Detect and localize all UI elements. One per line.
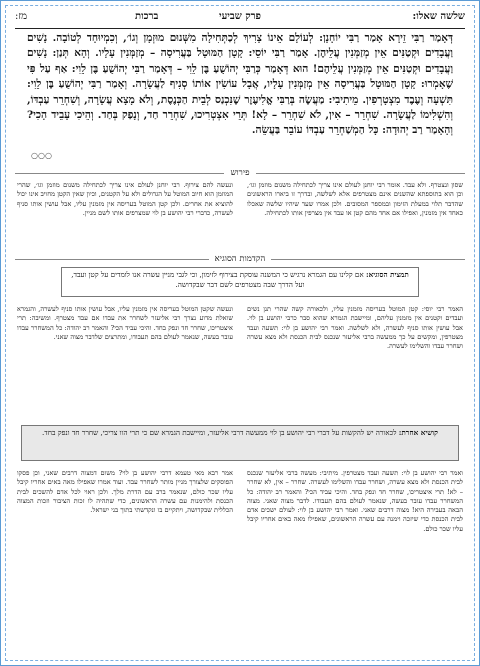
intro-box-label: תמצית הסוגיא: (366, 270, 409, 279)
intro-box-text: אם קלינו עם הגמרא נרגיש כי המשנה עוסקת בצירוף לזימון, וכי לגבי מניין עשרה אנו לומדים על קטן ועבד, ועל הדרך שבה מצטרפים לשם דבר שבקדושה. (71, 270, 364, 289)
header-tractate: ברכות (135, 11, 159, 22)
commentary-right-column: שסון ונצטרף. ולא עבד. אומר רבי יוחנן לעולם אינו צריך לכתחילה משנום מוזמן וגו׳, וכן הוא בתוספתא שהשנים אינם מצטרפים אלא לשלשה, ובדרך זו ביארו הראשונים שהדבר תלוי במעלת הזימון ובמספר המסובים. ולכן אמרו שעד שיהיו שלשה שאכלו כאחד אין מזמנין, ואפילו אם אחד מהם קטן או עבד אין מצרפין אותו לכתחילה. (247, 181, 463, 217)
commentary-title: פירוש (15, 167, 465, 179)
note-box (21, 425, 459, 461)
mishnah-text: דְּאָמַר רַבִּי זֵירָא אָמַר רַבִּי יוֹחָנָן: לְעוֹלָם אֵינוֹ צָרִיךְ לְכַתְּחִילָה מִשְּׁנוּם מוּזְמָן וְגוֹ׳, וְכִמְיוּחָד לְטוֹבָה. נָשִׁים וַעֲבָדִים וּקְטַנִּים אֵין מְזַמְּנִין עֲלֵיהֶן. אָמַר רַבִּי יוֹסֵי: קָטָן הַמּוּטָל בַּעֲרִיסָה – מְזַמְּנִין עָלָיו. וְהָא תְּנַן: נָשִׁים וַעֲבָדִים וּקְטַנִּים אֵין מְזַמְּנִין עֲלֵיהֶם! הוּא דְּאָמַר כְּרַבִּי יְהוֹשֻׁעַ בֶּן לֵוִי – דְּאָמַר רַבִּי יְהוֹשֻׁעַ בֶּן לֵוִי: אַף עַל פִּי שֶׁאָמְרוּ: קָטָן הַמּוּטָל בַּעֲרִיסָה אֵין מְזַמְּנִין עָלָיו, אֲבָל עוֹשִׂין אוֹתוֹ סְנִיף לַעֲשָׂרָה. וְאָמַר רַבִּי יְהוֹשֻׁעַ בֶּן לֵוִי: תִּשְׁעָה וְעֶבֶד מִצְטָרְפִין. מֵיתִיבִי: מַעֲשֶׂה בְּרַבִּי אֱלִיעֶזֶר שֶׁנִּכְנַס לְבֵית הַכְּנֶסֶת, וְלֹא מָצָא עֲשָׂרָה, וְשִׁחְרֵר עַבְדּוֹ, וְהִשְׁלִימוֹ לַעֲשָׂרָה. שִׁחְרֵר – אִין, לֹא שִׁחְרֵר – לָא! תְּרֵי אִצְטְרִיכוּ, שִׁחְרֵר חַד, וְנָפַק בְּחַד. וְהֵיכִי עָבֵיד הָכִי? וְהָאָמַר רַב יְהוּדָה: כָּל הַמְשַׁחְרֵר עַבְדּוֹ עוֹבֵר בַּעֲשֵׂה. (27, 32, 453, 137)
note-box-text: לכאורה יש להקשות על דברי רבי יהושע בן לוי ממעשה דרבי אליעזר, ומיישבת הגמרא שם כי תרי הוו צריכי, שחרר חד ונפק בחד. (42, 428, 397, 437)
bottom-left-column: אמר רבא מאי טעמא דרבי יהושע בן לוי? משום דמצוה דרבים שאני, וכן פסקו הפוסקים שלצורך מניין מותר לשחרר עבד. ועוד אמרו שאפילו מאה באים אחריו קיבל עליו שכר כולם, שנאמר ברב עם הדרת מלך. ולכן ראוי לכל אדם להשכים לבית הכנסת ולהימנות עם עשרה הראשונים, כדי שתהיה לו זכות הציבור וזכות המצוה הכללית שבקדושה, ויתקיים בו ונקדשתי בתוך בני ישראל. (17, 469, 233, 515)
section-marker: ○○○ (31, 151, 52, 160)
page-header (15, 11, 465, 27)
commentary-left-column: ונעשה להם צירוף. רבי יוחנן לעולם אינו צריך לכתחילה משנום מוזמן וגו׳, שהרי המוזמן הוא חיוב המוטל על הגדולים ולא על הקטנים, וכיון שאין הקטן מחויב אינו יכול להוציא את אחרים. ולכן קטן המוטל בעריסה אין מזמנין עליו, אבל עושין אותו סניף לעשרה, כדברי רבי יהושע בן לוי שמצרפים אותו לשם מניין. (17, 181, 233, 217)
bottom-right-column: ואמר רבי יהושע בן לוי: תשעה ועבד מצטרפין. מיתיבי: מעשה ברבי אליעזר שנכנס לבית הכנסת ולא מצא עשרה, ושחרר עבדו והשלימו לעשרה. שחרר – אין, לא שחרר – לא! תרי איצטריכו, שחרר חד ונפק בחד. והיכי עביד הכי? והאמר רב יהודה: כל המשחרר עבדו עובר בעשה, שנאמר לעולם בהם תעבודו. לדבר מצוה שאני. מצוה הבאה בעבירה היא! מצוה דרבים שאני. ואמר רבי יהושע בן לוי: לעולם ישכים אדם לבית הכנסת כדי שיזכה וימנה עם עשרה הראשונים, שאפילו מאה באים אחריו קיבל עליו שכר כולם. (247, 469, 463, 533)
header-title: שלשה שאלו: (412, 11, 465, 22)
clarifications-title: הקדמות הסוגיא (15, 253, 465, 265)
intro-box (61, 267, 419, 297)
header-chapter: פרק שביעי (219, 11, 261, 22)
clarification-left-column: ונעשה שקטן המוטל בעריסה אין מזמנין עליו, אבל עושין אותו סניף לעשרה, והגמרא שואלת מדוע נצרך רבי אליעזר לשחרר את עבדו אם עבד מצטרף. ומשיבה: תרי איצטריכו, שחרר חד ונפק בחד. והיכי עביד הכי? והאמר רב יהודה: כל המשחרר עבדו עובר בעשה, שנאמר לעולם בהם תעבודו, ומתרצים שלדבר מצוה שאני. (17, 305, 233, 341)
page-number: מז: (15, 11, 28, 22)
header-rule (15, 28, 465, 29)
note-box-label: קושיא אחרת: (398, 428, 438, 437)
clarification-right-column: האמר רבי יוסי: קטן המוטל בעריסה מזמנין עליו, ולכאורה קשה שהרי תנן נשים ועבדים וקטנים אין מזמנין עליהם, ומיישבת הגמרא שהוא סבר כרבי יהושע בן לוי. אבל עושין אותו סניף לעשרה, ולא לשלשה. ואמר רבי יהושע בן לוי: תשעה ועבד מצטרפין, ומקשים על כך ממעשה ברבי אליעזר שנכנס לבית הכנסת ולא מצא עשרה ושחרר עבדו והשלימו לעשרה. (247, 305, 463, 351)
